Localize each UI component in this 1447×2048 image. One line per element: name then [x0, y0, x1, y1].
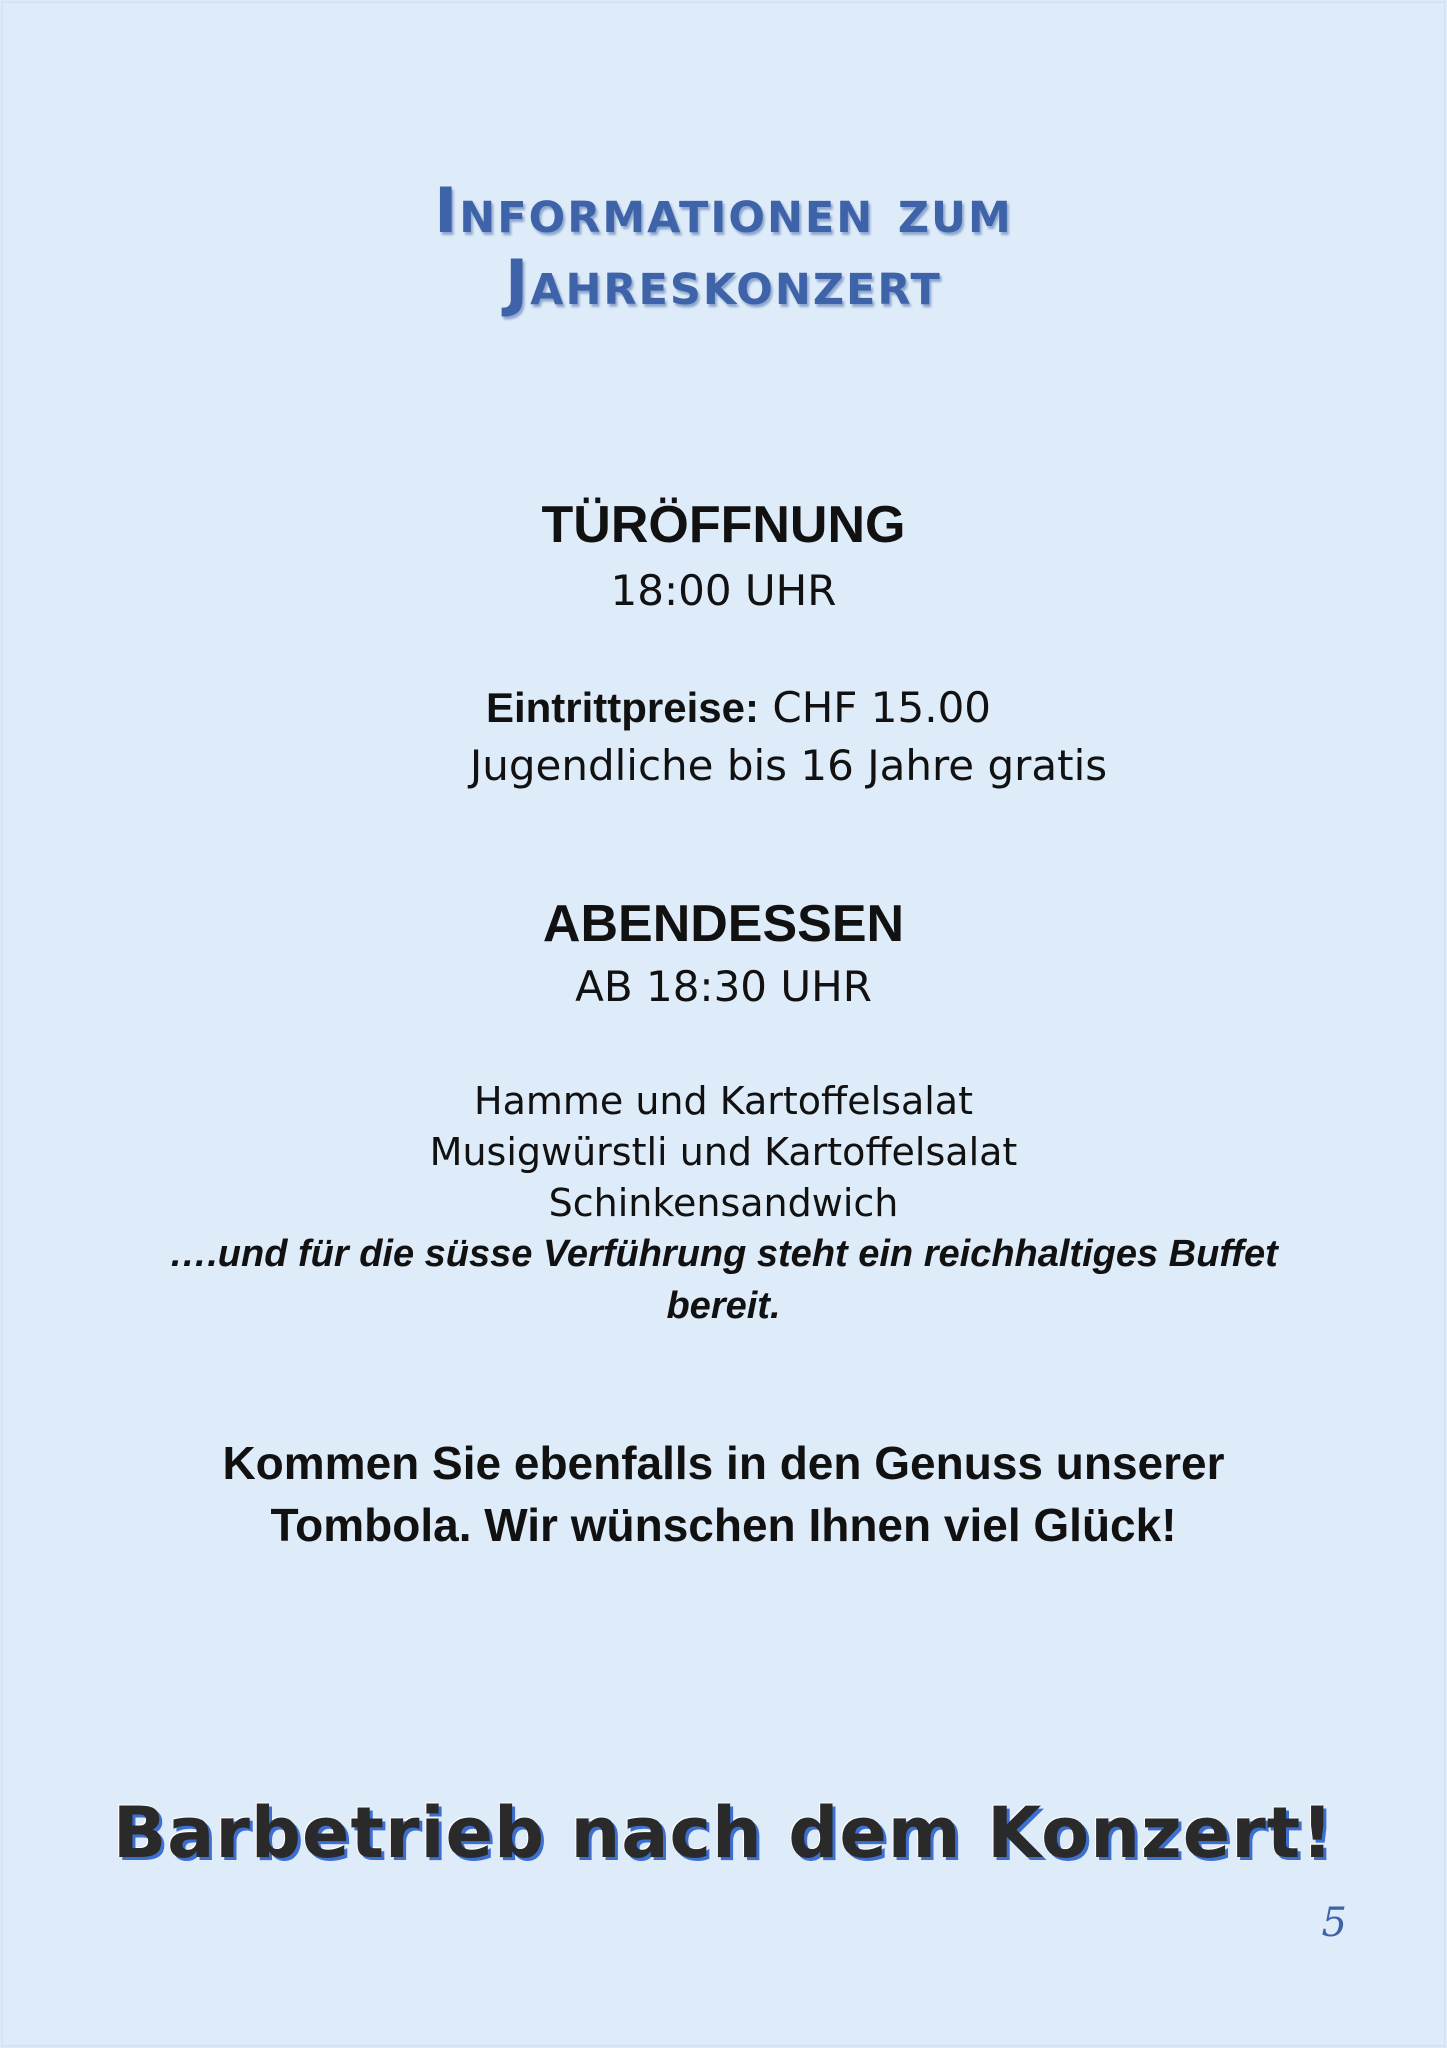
menu-item: Hamme und Kartoffelsalat — [474, 1079, 973, 1123]
admission-price: CHF 15.00 — [772, 683, 992, 732]
door-opening-heading: TÜRÖFFNUNG — [541, 496, 906, 554]
admission-label: Eintrittpreise: — [485, 684, 760, 731]
admission-price-line — [0, 683, 1447, 733]
dessert-note-line-2: bereit. — [666, 1285, 781, 1327]
page-title-line-2: Jahreskonzert — [505, 246, 942, 319]
page-title-line-1: Informationen zum — [434, 174, 1013, 247]
bar-announcement: Barbetrieb nach dem Konzert! — [112, 1792, 1335, 1874]
door-opening-time: 18:00 UHR — [610, 566, 837, 615]
dessert-note-line-1: ….und für die süsse Verführung steht ein reichhaltiges Buffet — [169, 1233, 1278, 1275]
dinner-time: AB 18:30 UHR — [575, 962, 872, 1011]
menu-item: Schinkensandwich — [548, 1181, 899, 1225]
page-number: 5 — [1321, 1900, 1347, 1946]
dinner-heading: ABENDESSEN — [542, 895, 905, 953]
tombola-line-2: Tombola. Wir wünschen Ihnen viel Glück! — [270, 1499, 1177, 1551]
menu-item: Musigwürstli und Kartoffelsalat — [429, 1130, 1018, 1174]
tombola-line-1: Kommen Sie ebenfalls in den Genuss unserer — [222, 1437, 1225, 1489]
admission-youth-note: Jugendliche bis 16 Jahre gratis — [469, 741, 1108, 790]
